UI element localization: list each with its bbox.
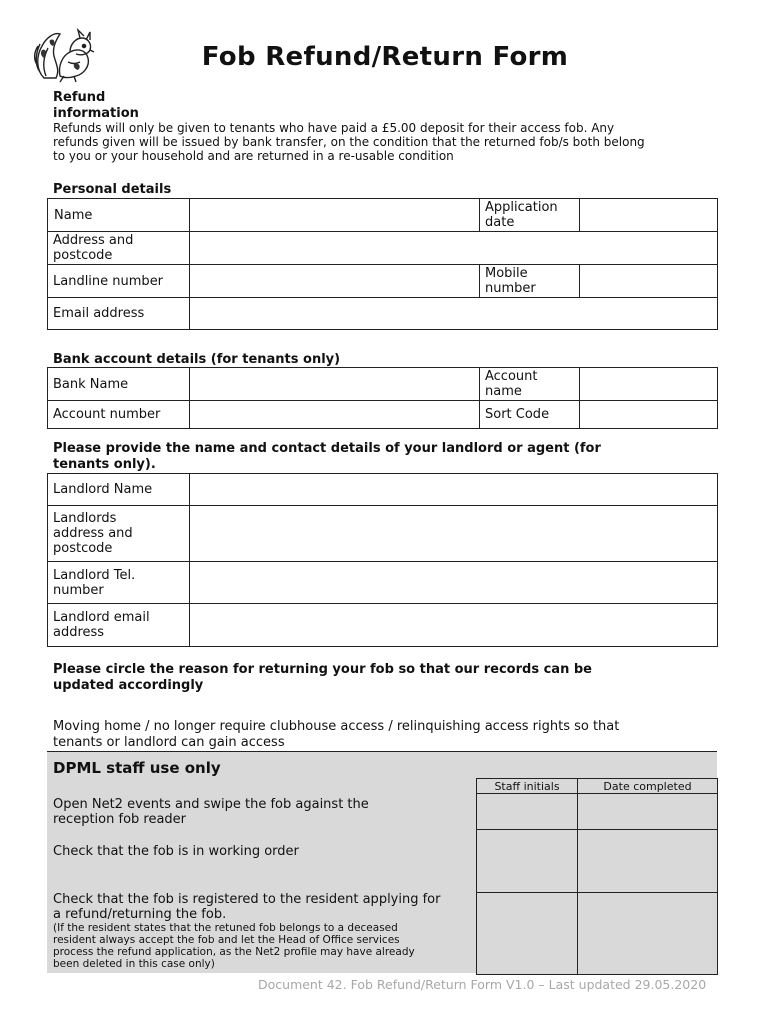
landlord-name-field[interactable]	[190, 474, 718, 506]
staff-note: (If the resident states that the retuned fob belongs to a deceased resident always accept the fob and let the Head of Office services process the refund application, as the Net2 profile may have already been deleted in this case only)	[53, 922, 415, 970]
account-name-label: Account name	[480, 368, 580, 401]
landlord-email-field[interactable]	[190, 604, 718, 647]
account-number-field[interactable]	[190, 401, 480, 429]
name-label: Name	[48, 199, 190, 232]
landlord-tel-field[interactable]	[190, 562, 718, 604]
application-date-label: Application date	[480, 199, 580, 232]
date-completed-header: Date completed	[578, 779, 718, 794]
staff-initials-cell[interactable]	[477, 830, 578, 893]
staff-item-registered: Check that the fob is registered to the resident applying for a refund/returning the fob. (If the resident states that the retuned fob belongs to a deceased resident always accept the fob and let the Head of Office services process the refund application, as the Net2 profile may have already been deleted in this case only)	[53, 892, 441, 970]
date-completed-cell[interactable]	[578, 893, 718, 975]
form-title: Fob Refund/Return Form	[201, 42, 569, 72]
mobile-label: Mobile number	[480, 265, 580, 298]
sort-code-field[interactable]	[580, 401, 718, 429]
reason-heading: Please circle the reason for returning your fob so that our records can be updated accordingly	[53, 662, 592, 693]
document-footer: Document 42. Fob Refund/Return Form V1.0 – Last updated 29.05.2020	[258, 977, 707, 992]
date-completed-cell[interactable]	[578, 830, 718, 893]
landlord-address-label: Landlords address and postcode	[48, 506, 190, 562]
application-date-field[interactable]	[580, 199, 718, 232]
landline-label: Landline number	[48, 265, 190, 298]
staff-initials-cell[interactable]	[477, 893, 578, 975]
landline-field[interactable]	[190, 265, 480, 298]
staff-checklist-table	[476, 778, 718, 975]
address-label: Address and postcode	[48, 232, 190, 265]
address-field[interactable]	[190, 232, 718, 265]
landlord-heading: Please provide the name and contact details of your landlord or agent (for tenants only).	[53, 441, 601, 472]
staff-initials-cell[interactable]	[477, 794, 578, 830]
bank-details-table	[47, 367, 718, 429]
landlord-email-label: Landlord email address	[48, 604, 190, 647]
account-name-field[interactable]	[580, 368, 718, 401]
sort-code-label: Sort Code	[480, 401, 580, 429]
landlord-tel-label: Landlord Tel. number	[48, 562, 190, 604]
refund-heading: Refund information	[53, 90, 139, 121]
staff-item-working-order: Check that the fob is in working order	[53, 844, 299, 859]
staff-use-title: DPML staff use only	[53, 759, 221, 777]
personal-details-table	[47, 198, 718, 330]
refund-text: Refunds will only be given to tenants who have paid a £5.00 deposit for their access fob. Any refunds given will be issued by bank transfer, on the condition that the returned fob/s both belong to you or your household and are returned in a re-usable condition	[53, 121, 645, 163]
account-number-label: Account number	[48, 401, 190, 429]
landlord-table	[47, 473, 718, 647]
staff-item-net2: Open Net2 events and swipe the fob against the reception fob reader	[53, 797, 369, 827]
landlord-address-field[interactable]	[190, 506, 718, 562]
bank-name-field[interactable]	[190, 368, 480, 401]
landlord-name-label: Landlord Name	[48, 474, 190, 506]
date-completed-cell[interactable]	[578, 794, 718, 830]
name-field[interactable]	[190, 199, 480, 232]
email-field[interactable]	[190, 298, 718, 330]
bank-details-heading: Bank account details (for tenants only)	[53, 352, 341, 367]
staff-initials-header: Staff initials	[477, 779, 578, 794]
personal-details-heading: Personal details	[53, 182, 172, 197]
reason-options[interactable]: Moving home / no longer require clubhouse access / relinquishing access rights so that tenants or landlord can gain access	[53, 719, 620, 750]
staff-use-section	[47, 751, 717, 973]
mobile-field[interactable]	[580, 265, 718, 298]
bank-name-label: Bank Name	[48, 368, 190, 401]
email-label: Email address	[48, 298, 190, 330]
